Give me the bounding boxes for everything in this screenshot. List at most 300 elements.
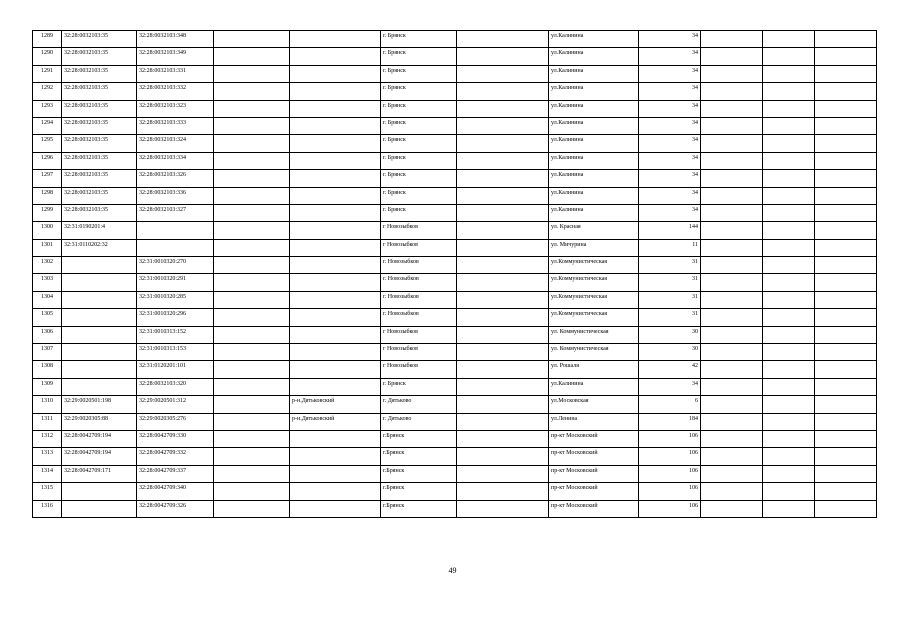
- blank-cell-a: [214, 291, 290, 308]
- district-cell: [290, 239, 381, 256]
- row-number-cell: 1311: [33, 413, 62, 430]
- blank-cell-d: [763, 309, 815, 326]
- table-row: [33, 326, 877, 343]
- city-cell: г. Брянск: [381, 48, 457, 65]
- blank-cell-d: [763, 344, 815, 361]
- district-cell: [290, 291, 381, 308]
- parcel-number-cell: 32:28:0042709:194: [62, 430, 137, 447]
- parcel-number-cell: 32:28:0032103:35: [62, 170, 137, 187]
- street-cell: ул.Московская: [549, 396, 639, 413]
- district-cell: [290, 483, 381, 500]
- blank-cell-c: [701, 152, 763, 169]
- street-cell: ул.Калинина: [549, 31, 639, 48]
- row-number-cell: 1308: [33, 361, 62, 378]
- district-cell: [290, 378, 381, 395]
- blank-cell-d: [763, 48, 815, 65]
- house-number-cell: 30: [639, 326, 701, 343]
- blank-cell-b: [457, 378, 549, 395]
- blank-cell-e: [815, 483, 877, 500]
- blank-cell-b: [457, 257, 549, 274]
- object-number-cell: 32:28:0032103:320: [137, 378, 214, 395]
- blank-cell-b: [457, 483, 549, 500]
- city-cell: г Новозыбков: [381, 239, 457, 256]
- parcel-number-cell: 32:28:0032103:35: [62, 135, 137, 152]
- blank-cell-c: [701, 170, 763, 187]
- blank-cell-d: [763, 83, 815, 100]
- house-number-cell: 106: [639, 500, 701, 517]
- street-cell: ул.Коммунистическая: [549, 309, 639, 326]
- row-number-cell: 1312: [33, 430, 62, 447]
- blank-cell-c: [701, 100, 763, 117]
- blank-cell-d: [763, 152, 815, 169]
- blank-cell-d: [763, 326, 815, 343]
- parcel-number-cell: [62, 361, 137, 378]
- parcel-number-cell: [62, 274, 137, 291]
- blank-cell-c: [701, 413, 763, 430]
- blank-cell-b: [457, 326, 549, 343]
- blank-cell-d: [763, 135, 815, 152]
- blank-cell-c: [701, 257, 763, 274]
- house-number-cell: 31: [639, 291, 701, 308]
- street-cell: ул.Калинина: [549, 48, 639, 65]
- object-number-cell: 32:28:0032103:336: [137, 187, 214, 204]
- object-number-cell: 32:28:0032103:332: [137, 83, 214, 100]
- row-number-cell: 1290: [33, 48, 62, 65]
- city-cell: г Новозыбков: [381, 326, 457, 343]
- street-cell: ул. Рошаля: [549, 361, 639, 378]
- blank-cell-c: [701, 326, 763, 343]
- parcel-number-cell: 32:28:0032103:35: [62, 83, 137, 100]
- street-cell: ул. Коммунистическая: [549, 326, 639, 343]
- blank-cell-e: [815, 448, 877, 465]
- blank-cell-e: [815, 344, 877, 361]
- blank-cell-b: [457, 291, 549, 308]
- blank-cell-c: [701, 378, 763, 395]
- parcel-number-cell: 32:28:0042709:171: [62, 465, 137, 482]
- table-row: [33, 448, 877, 465]
- house-number-cell: 34: [639, 31, 701, 48]
- table-row: [33, 187, 877, 204]
- city-cell: г. Брянск: [381, 378, 457, 395]
- object-number-cell: 32:28:0042709:330: [137, 430, 214, 447]
- blank-cell-d: [763, 274, 815, 291]
- table-row: [33, 413, 877, 430]
- blank-cell-e: [815, 309, 877, 326]
- blank-cell-c: [701, 239, 763, 256]
- city-cell: г. Брянск: [381, 204, 457, 221]
- parcel-number-cell: 32:28:0032103:35: [62, 65, 137, 82]
- house-number-cell: 34: [639, 152, 701, 169]
- object-number-cell: 32:31:0010320:296: [137, 309, 214, 326]
- street-cell: ул.Калинина: [549, 65, 639, 82]
- parcel-number-cell: 32:28:0042709:194: [62, 448, 137, 465]
- blank-cell-d: [763, 413, 815, 430]
- row-number-cell: 1314: [33, 465, 62, 482]
- blank-cell-c: [701, 430, 763, 447]
- row-number-cell: 1315: [33, 483, 62, 500]
- blank-cell-d: [763, 448, 815, 465]
- blank-cell-b: [457, 344, 549, 361]
- street-cell: ул.Коммунистическая: [549, 257, 639, 274]
- blank-cell-e: [815, 326, 877, 343]
- blank-cell-e: [815, 361, 877, 378]
- house-number-cell: 34: [639, 100, 701, 117]
- district-cell: [290, 135, 381, 152]
- blank-cell-a: [214, 187, 290, 204]
- district-cell: [290, 274, 381, 291]
- table-row: [33, 361, 877, 378]
- blank-cell-e: [815, 465, 877, 482]
- blank-cell-a: [214, 239, 290, 256]
- blank-cell-e: [815, 204, 877, 221]
- parcel-number-cell: 32:28:0032103:35: [62, 187, 137, 204]
- district-cell: [290, 48, 381, 65]
- blank-cell-a: [214, 170, 290, 187]
- house-number-cell: 11: [639, 239, 701, 256]
- table-row: [33, 83, 877, 100]
- city-cell: г Новозыбков: [381, 344, 457, 361]
- blank-cell-d: [763, 31, 815, 48]
- object-number-cell: 32:31:0010320:291: [137, 274, 214, 291]
- parcel-number-cell: [62, 257, 137, 274]
- row-number-cell: 1305: [33, 309, 62, 326]
- object-number-cell: 32:28:0042709:340: [137, 483, 214, 500]
- row-number-cell: 1291: [33, 65, 62, 82]
- street-cell: ул.Коммунистическая: [549, 291, 639, 308]
- row-number-cell: 1298: [33, 187, 62, 204]
- city-cell: г Новозыбков: [381, 361, 457, 378]
- row-number-cell: 1297: [33, 170, 62, 187]
- blank-cell-c: [701, 65, 763, 82]
- blank-cell-b: [457, 430, 549, 447]
- blank-cell-c: [701, 309, 763, 326]
- table-row: [33, 396, 877, 413]
- parcel-number-cell: 32:28:0032103:35: [62, 48, 137, 65]
- blank-cell-b: [457, 48, 549, 65]
- blank-cell-a: [214, 65, 290, 82]
- blank-cell-c: [701, 222, 763, 239]
- blank-cell-e: [815, 239, 877, 256]
- blank-cell-e: [815, 65, 877, 82]
- district-cell: р-н.Дятьковский: [290, 396, 381, 413]
- house-number-cell: 31: [639, 257, 701, 274]
- blank-cell-e: [815, 31, 877, 48]
- blank-cell-c: [701, 500, 763, 517]
- blank-cell-c: [701, 187, 763, 204]
- house-number-cell: 34: [639, 204, 701, 221]
- street-cell: ул.Калинина: [549, 152, 639, 169]
- city-cell: г Новозыбков: [381, 222, 457, 239]
- blank-cell-b: [457, 187, 549, 204]
- district-cell: р-н.Дятьковский: [290, 413, 381, 430]
- blank-cell-a: [214, 361, 290, 378]
- table-row: [33, 378, 877, 395]
- blank-cell-c: [701, 204, 763, 221]
- city-cell: г. Брянск: [381, 152, 457, 169]
- city-cell: г. Брянск: [381, 65, 457, 82]
- house-number-cell: 144: [639, 222, 701, 239]
- blank-cell-d: [763, 361, 815, 378]
- blank-cell-d: [763, 500, 815, 517]
- blank-cell-a: [214, 500, 290, 517]
- blank-cell-e: [815, 413, 877, 430]
- blank-cell-e: [815, 135, 877, 152]
- object-number-cell: 32:28:0032103:323: [137, 100, 214, 117]
- blank-cell-a: [214, 100, 290, 117]
- district-cell: [290, 222, 381, 239]
- blank-cell-e: [815, 187, 877, 204]
- blank-cell-e: [815, 274, 877, 291]
- object-number-cell: 32:31:0010320:285: [137, 291, 214, 308]
- blank-cell-d: [763, 187, 815, 204]
- blank-cell-e: [815, 152, 877, 169]
- table-row: [33, 291, 877, 308]
- blank-cell-a: [214, 274, 290, 291]
- blank-cell-e: [815, 48, 877, 65]
- blank-cell-a: [214, 396, 290, 413]
- row-number-cell: 1289: [33, 31, 62, 48]
- row-number-cell: 1316: [33, 500, 62, 517]
- street-cell: ул. Мичурина: [549, 239, 639, 256]
- parcel-number-cell: 32:29:0020305:88: [62, 413, 137, 430]
- object-number-cell: 32:28:0032103:331: [137, 65, 214, 82]
- blank-cell-b: [457, 204, 549, 221]
- table-row: [33, 204, 877, 221]
- table-row: [33, 152, 877, 169]
- blank-cell-e: [815, 291, 877, 308]
- city-cell: г. Новозыбков: [381, 257, 457, 274]
- table-row: [33, 500, 877, 517]
- parcel-number-cell: 32:31:0110202:32: [62, 239, 137, 256]
- blank-cell-e: [815, 257, 877, 274]
- table-row: [33, 239, 877, 256]
- row-number-cell: 1304: [33, 291, 62, 308]
- blank-cell-b: [457, 239, 549, 256]
- table-row: [33, 430, 877, 447]
- district-cell: [290, 83, 381, 100]
- blank-cell-c: [701, 48, 763, 65]
- street-cell: ул.Ленина: [549, 413, 639, 430]
- parcel-number-cell: [62, 378, 137, 395]
- street-cell: ул.Калинина: [549, 378, 639, 395]
- blank-cell-d: [763, 430, 815, 447]
- table-row: [33, 344, 877, 361]
- house-number-cell: 34: [639, 187, 701, 204]
- blank-cell-b: [457, 152, 549, 169]
- city-cell: г.Брянск: [381, 465, 457, 482]
- city-cell: г. Новозыбков: [381, 274, 457, 291]
- blank-cell-a: [214, 135, 290, 152]
- blank-cell-a: [214, 344, 290, 361]
- district-cell: [290, 65, 381, 82]
- row-number-cell: 1303: [33, 274, 62, 291]
- row-number-cell: 1295: [33, 135, 62, 152]
- house-number-cell: 34: [639, 170, 701, 187]
- blank-cell-a: [214, 465, 290, 482]
- table-row: [33, 309, 877, 326]
- house-number-cell: 31: [639, 309, 701, 326]
- object-number-cell: 32:28:0042709:332: [137, 448, 214, 465]
- blank-cell-d: [763, 465, 815, 482]
- table-row: [33, 483, 877, 500]
- blank-cell-d: [763, 100, 815, 117]
- parcel-number-cell: [62, 309, 137, 326]
- blank-cell-a: [214, 48, 290, 65]
- table-row: [33, 257, 877, 274]
- parcel-number-cell: [62, 500, 137, 517]
- city-cell: г.Брянск: [381, 483, 457, 500]
- street-cell: пр-кт Московский: [549, 465, 639, 482]
- blank-cell-a: [214, 204, 290, 221]
- house-number-cell: 34: [639, 83, 701, 100]
- parcel-number-cell: 32:28:0032103:35: [62, 204, 137, 221]
- blank-cell-c: [701, 274, 763, 291]
- row-number-cell: 1293: [33, 100, 62, 117]
- blank-cell-c: [701, 117, 763, 134]
- row-number-cell: 1296: [33, 152, 62, 169]
- blank-cell-b: [457, 222, 549, 239]
- table-row: [33, 31, 877, 48]
- blank-cell-b: [457, 413, 549, 430]
- blank-cell-e: [815, 222, 877, 239]
- parcel-number-cell: 32:29:0020501:198: [62, 396, 137, 413]
- blank-cell-a: [214, 378, 290, 395]
- object-number-cell: 32:28:0032103:333: [137, 117, 214, 134]
- district-cell: [290, 117, 381, 134]
- blank-cell-a: [214, 222, 290, 239]
- district-cell: [290, 152, 381, 169]
- object-number-cell: [137, 222, 214, 239]
- object-number-cell: 32:28:0032103:349: [137, 48, 214, 65]
- blank-cell-a: [214, 430, 290, 447]
- blank-cell-c: [701, 465, 763, 482]
- district-cell: [290, 500, 381, 517]
- street-cell: ул.Коммунистическая: [549, 274, 639, 291]
- parcel-number-cell: 32:28:0032103:35: [62, 152, 137, 169]
- district-cell: [290, 465, 381, 482]
- district-cell: [290, 430, 381, 447]
- city-cell: г. Брянск: [381, 31, 457, 48]
- city-cell: г.Брянск: [381, 448, 457, 465]
- table-row: [33, 135, 877, 152]
- object-number-cell: 32:28:0042709:337: [137, 465, 214, 482]
- blank-cell-e: [815, 170, 877, 187]
- parcel-number-cell: 32:28:0032103:35: [62, 117, 137, 134]
- district-cell: [290, 187, 381, 204]
- table-body: [33, 31, 877, 518]
- blank-cell-d: [763, 378, 815, 395]
- blank-cell-b: [457, 448, 549, 465]
- blank-cell-b: [457, 361, 549, 378]
- city-cell: г. Дятьково: [381, 413, 457, 430]
- page-number: 49: [448, 566, 457, 575]
- city-cell: г. Брянск: [381, 100, 457, 117]
- district-cell: [290, 344, 381, 361]
- blank-cell-a: [214, 448, 290, 465]
- house-number-cell: 34: [639, 65, 701, 82]
- row-number-cell: 1294: [33, 117, 62, 134]
- blank-cell-e: [815, 83, 877, 100]
- blank-cell-c: [701, 344, 763, 361]
- blank-cell-d: [763, 222, 815, 239]
- city-cell: г.Брянск: [381, 500, 457, 517]
- house-number-cell: 34: [639, 48, 701, 65]
- house-number-cell: 106: [639, 448, 701, 465]
- object-number-cell: 32:31:0120201:101: [137, 361, 214, 378]
- blank-cell-d: [763, 170, 815, 187]
- row-number-cell: 1313: [33, 448, 62, 465]
- row-number-cell: 1300: [33, 222, 62, 239]
- street-cell: ул.Калинина: [549, 83, 639, 100]
- city-cell: г. Брянск: [381, 135, 457, 152]
- blank-cell-a: [214, 413, 290, 430]
- street-cell: ул.Калинина: [549, 100, 639, 117]
- blank-cell-e: [815, 396, 877, 413]
- parcel-number-cell: [62, 291, 137, 308]
- parcel-number-cell: 32:28:0032103:35: [62, 100, 137, 117]
- house-number-cell: 184: [639, 413, 701, 430]
- blank-cell-b: [457, 65, 549, 82]
- blank-cell-a: [214, 31, 290, 48]
- city-cell: г.Брянск: [381, 430, 457, 447]
- blank-cell-c: [701, 83, 763, 100]
- blank-cell-a: [214, 152, 290, 169]
- street-cell: ул.Калинина: [549, 204, 639, 221]
- house-number-cell: 34: [639, 117, 701, 134]
- blank-cell-c: [701, 448, 763, 465]
- table-row: [33, 100, 877, 117]
- table-row: [33, 170, 877, 187]
- object-number-cell: 32:28:0032103:326: [137, 170, 214, 187]
- object-number-cell: 32:31:0010320:270: [137, 257, 214, 274]
- street-cell: ул.Калинина: [549, 170, 639, 187]
- blank-cell-a: [214, 83, 290, 100]
- blank-cell-c: [701, 396, 763, 413]
- row-number-cell: 1306: [33, 326, 62, 343]
- blank-cell-a: [214, 257, 290, 274]
- blank-cell-e: [815, 378, 877, 395]
- blank-cell-c: [701, 31, 763, 48]
- blank-cell-a: [214, 309, 290, 326]
- object-number-cell: 32:28:0032103:334: [137, 152, 214, 169]
- city-cell: г. Дятьково: [381, 396, 457, 413]
- blank-cell-a: [214, 117, 290, 134]
- street-cell: ул.Калинина: [549, 187, 639, 204]
- blank-cell-d: [763, 257, 815, 274]
- blank-cell-e: [815, 430, 877, 447]
- parcel-number-cell: [62, 483, 137, 500]
- object-number-cell: 32:29:0020305:276: [137, 413, 214, 430]
- district-cell: [290, 361, 381, 378]
- house-number-cell: 6: [639, 396, 701, 413]
- object-number-cell: 32:31:0010313:152: [137, 326, 214, 343]
- blank-cell-b: [457, 100, 549, 117]
- street-cell: пр-кт Московский: [549, 483, 639, 500]
- blank-cell-b: [457, 83, 549, 100]
- city-cell: г. Брянск: [381, 187, 457, 204]
- house-number-cell: 30: [639, 344, 701, 361]
- city-cell: г. Новозыбков: [381, 291, 457, 308]
- object-number-cell: 32:29:0020501:312: [137, 396, 214, 413]
- object-number-cell: [137, 239, 214, 256]
- blank-cell-b: [457, 31, 549, 48]
- object-number-cell: 32:28:0032103:324: [137, 135, 214, 152]
- parcel-number-cell: 32:28:0032103:35: [62, 31, 137, 48]
- parcel-number-cell: 32:31:0190201:4: [62, 222, 137, 239]
- blank-cell-b: [457, 396, 549, 413]
- city-cell: г. Брянск: [381, 170, 457, 187]
- district-cell: [290, 326, 381, 343]
